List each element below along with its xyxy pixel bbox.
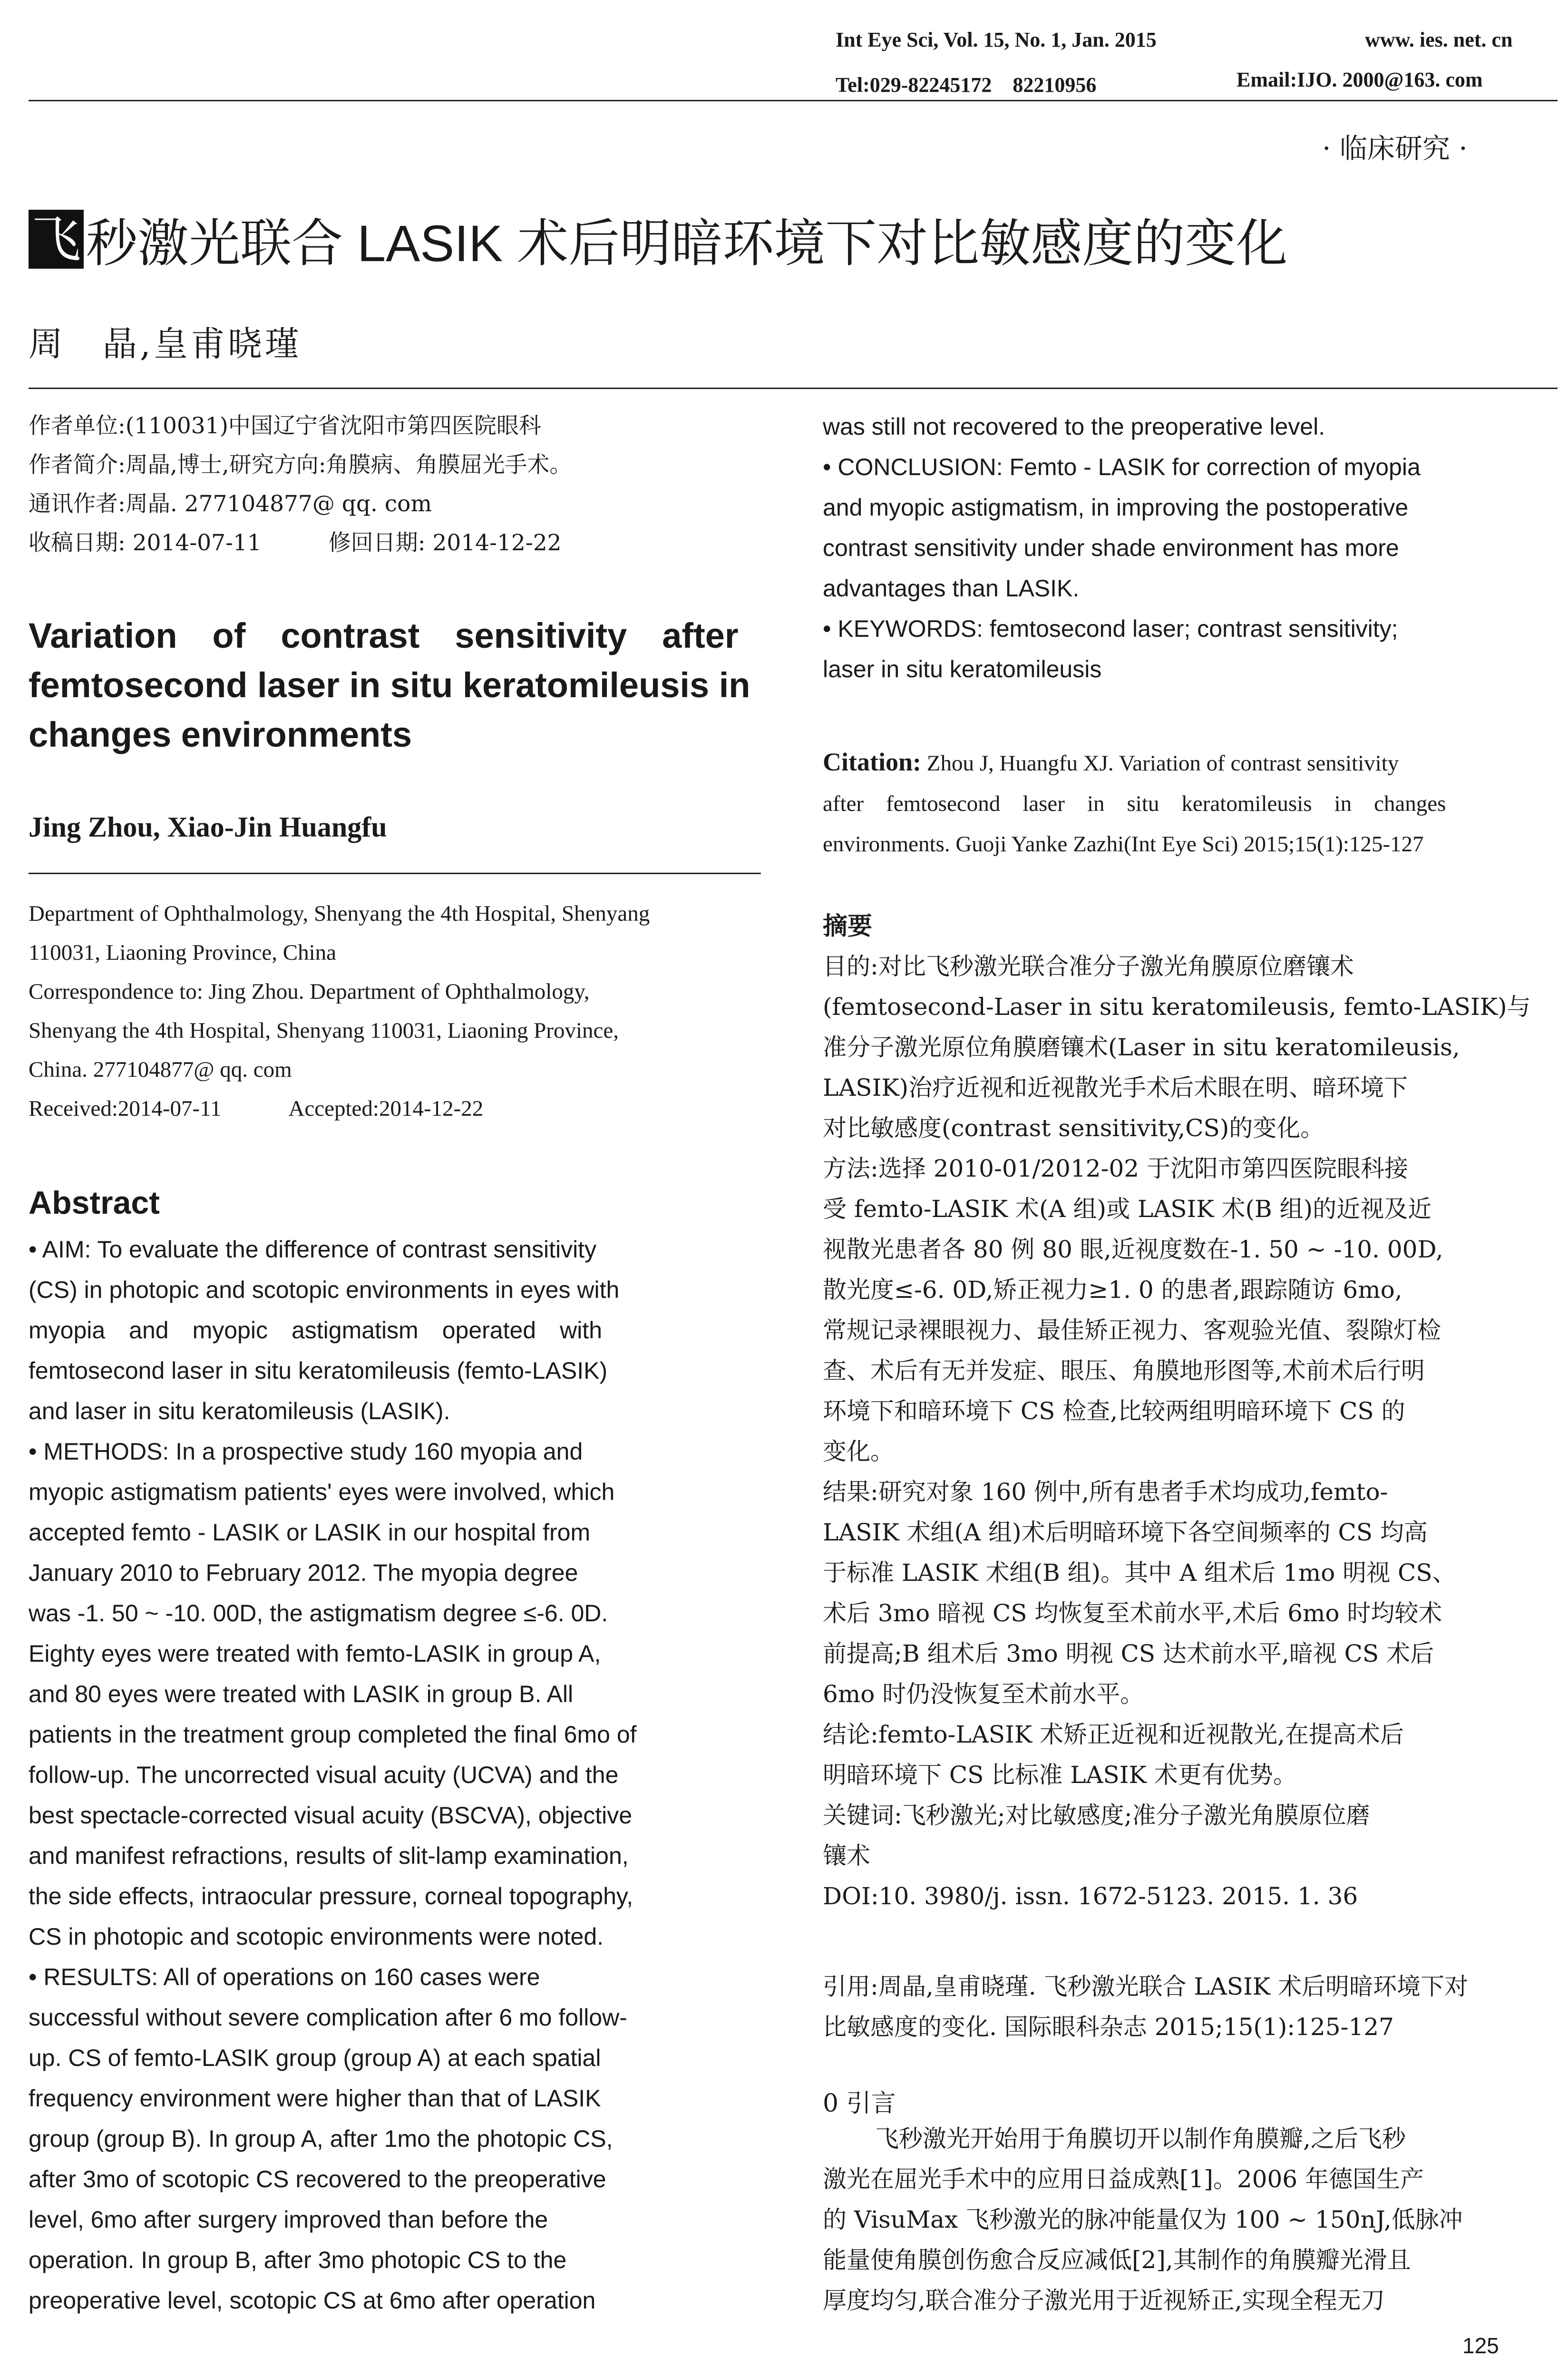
- abstract-line: was still not recovered to the preoperative level.: [823, 413, 1325, 440]
- abstract-line: myopic astigmatism patients' eyes were involved, which: [29, 1479, 615, 1505]
- abstract-line: preoperative level, scotopic CS at 6mo after operation: [29, 2287, 596, 2314]
- correspondence-line: Shenyang the 4th Hospital, Shenyang 110031, Liaoning Province,: [29, 1018, 619, 1043]
- journal-issue: Int Eye Sci, Vol. 15, No. 1, Jan. 2015: [836, 28, 1157, 51]
- abstract-line: Eighty eyes were treated with femto-LASIK in group A,: [29, 1640, 601, 1667]
- affiliation-rule: [29, 873, 761, 874]
- authors-en: Jing Zhou, Xiao-Jin Huangfu: [29, 811, 387, 843]
- abstract-line: level, 6mo after surgery improved than before the: [29, 2206, 548, 2233]
- abstract-line: • RESULTS: All of operations on 160 cases were: [29, 1964, 540, 1990]
- abstract-line: operation. In group B, after 3mo photopic CS to the: [29, 2247, 567, 2273]
- zh-abstract-line: 查、术后有无并发症、眼压、角膜地形图等,术前术后行明: [823, 1357, 1425, 1384]
- affiliation-en: [29, 894, 770, 1128]
- meta-dates: 收稿日期: 2014-07-11 修回日期: 2014-12-22: [29, 530, 562, 556]
- zh-abstract-line: 方法:选择 2010-01/2012-02 于沈阳市第四医院眼科接: [823, 1155, 1409, 1182]
- abstract-heading: Abstract: [29, 1185, 160, 1221]
- abstract-line: patients in the treatment group completed the final 6mo of: [29, 1721, 637, 1748]
- article-title: [29, 202, 1287, 276]
- abstract-line: group (group B). In group A, after 1mo the photopic CS,: [29, 2125, 613, 2152]
- zh-abstract-line: 准分子激光原位角膜磨镶术(Laser in situ keratomileusis,: [823, 1033, 1460, 1061]
- abstract-line: and manifest refractions, results of slit-lamp examination,: [29, 1842, 629, 1869]
- intro-line: 飞秒激光开始用于角膜切开以制作角膜瓣,之后飞秒: [875, 2125, 1406, 2153]
- abstract-line: and myopic astigmatism, in improving the postoperative: [823, 494, 1409, 521]
- abstract-line: advantages than LASIK.: [823, 575, 1080, 602]
- header-rule: [29, 100, 1558, 101]
- authors-zh: 周 晶,皇甫晓瑾: [29, 324, 302, 364]
- meta-correspondence: 通讯作者:周晶. 277104877@ qq. com: [29, 491, 432, 517]
- zh-abstract-line: 结论:femto-LASIK 术矫正近视和近视散光,在提高术后: [823, 1721, 1404, 1748]
- meta-bio: 作者简介:周晶,博士,研究方向:角膜病、角膜屈光手术。: [29, 452, 572, 478]
- journal-website: www. ies. net. cn: [1365, 28, 1513, 51]
- abstract-line: was -1. 50 ~ -10. 00D, the astigmatism degree ≤-6. 0D.: [29, 1600, 608, 1627]
- abstract-line: (CS) in photopic and scotopic environments in eyes with: [29, 1276, 620, 1303]
- correspondence-line: Correspondence to: Jing Zhou. Department of Ophthalmology,: [29, 979, 590, 1004]
- abstract-line: contrast sensitivity under shade environment has more: [823, 535, 1399, 561]
- citation-text: Zhou J, Huangfu XJ. Variation of contrast sensitivity: [926, 751, 1399, 776]
- abstract-line: follow-up. The uncorrected visual acuity (UCVA) and the: [29, 1762, 619, 1788]
- intro-line: 的 VisuMax 飞秒激光的脉冲能量仅为 100 ~ 150nJ,低脉冲: [823, 2206, 1463, 2233]
- intro-line: 能量使角膜创伤愈合反应减低[2],其制作的角膜瓣光滑且: [823, 2246, 1411, 2274]
- zh-abstract-line: 6mo 时仍没恢复至术前水平。: [823, 1680, 1144, 1708]
- zh-abstract-line: 结果:研究对象 160 例中,所有患者手术均成功,femto-: [823, 1478, 1388, 1506]
- english-title-line: femtosecond laser in situ keratomileusis in: [29, 665, 750, 705]
- intro-line: 激光在屈光手术中的应用日益成熟[1]。2006 年德国生产: [823, 2165, 1424, 2193]
- page-number: 125: [1462, 2333, 1499, 2358]
- abstract-line: • METHODS: In a prospective study 160 myopia and: [29, 1438, 583, 1465]
- zh-citation: [823, 1967, 1558, 2047]
- title-lead-glyph: 飞: [29, 210, 84, 269]
- abstract-line: • AIM: To evaluate the difference of contrast sensitivity: [29, 1236, 597, 1263]
- zh-abstract-line: 关键词:飞秒激光;对比敏感度;准分子激光角膜原位磨: [823, 1802, 1370, 1829]
- abstract-line: up. CS of femto-LASIK group (group A) at each spatial: [29, 2045, 601, 2071]
- zh-abstract-line: 环境下和暗环境下 CS 检查,比较两组明暗环境下 CS 的: [823, 1397, 1405, 1425]
- english-title: [29, 611, 770, 760]
- zh-abstract-line: 术后 3mo 暗视 CS 均恢复至术前水平,术后 6mo 时均较术: [823, 1599, 1442, 1627]
- abstract-line: and 80 eyes were treated with LASIK in group B. All: [29, 1681, 574, 1707]
- abstract-line: and laser in situ keratomileusis (LASIK).: [29, 1398, 450, 1424]
- zh-abstract-line: LASIK)治疗近视和近视散光手术后术眼在明、暗环境下: [823, 1074, 1408, 1101]
- introduction: [823, 2119, 1558, 2321]
- zh-abstract-line: 目的:对比飞秒激光联合准分子激光角膜原位磨镶术: [823, 953, 1354, 980]
- abstract-line: • KEYWORDS: femtosecond laser; contrast sensitivity;: [823, 615, 1398, 642]
- abstract-line: the side effects, intraocular pressure, corneal topography,: [29, 1883, 633, 1909]
- abstract-left-column: [29, 1229, 766, 2321]
- abstract-line: laser in situ keratomileusis: [823, 656, 1102, 682]
- affiliation-line: Department of Ophthalmology, Shenyang the 4th Hospital, Shenyang: [29, 901, 650, 926]
- journal-tel: Tel:029-82245172 82210956: [836, 73, 1097, 97]
- intro-line: 厚度均匀,联合准分子激光用于近视矫正,实现全程无刀: [823, 2287, 1385, 2314]
- received-accepted: Received:2014-07-11 Accepted:2014-12-22: [29, 1096, 484, 1121]
- zh-abstract-line: 视散光患者各 80 例 80 眼,近视度数在-1. 50 ~ -10. 00D,: [823, 1236, 1443, 1263]
- english-title-line: Variation of contrast sensitivity after: [29, 616, 739, 655]
- authors-rule: [29, 388, 1558, 389]
- zh-abstract-line: LASIK 术组(A 组)术后明暗环境下各空间频率的 CS 均高: [823, 1519, 1428, 1546]
- zh-citation-line: 引用:周晶,皇甫晓瑾. 飞秒激光联合 LASIK 术后明暗环境下对: [823, 1973, 1468, 2000]
- meta-zh-block: [29, 407, 761, 563]
- abstract-line: best spectacle-corrected visual acuity (BSCVA), objective: [29, 1802, 633, 1829]
- zh-abstract-line: 受 femto-LASIK 术(A 组)或 LASIK 术(B 组)的近视及近: [823, 1195, 1432, 1223]
- intro-heading: 0 引言: [823, 2089, 896, 2118]
- english-title-line: changes environments: [29, 715, 412, 754]
- zh-abstract-line: 前提高;B 组术后 3mo 明视 CS 达术前水平,暗视 CS 术后: [823, 1640, 1434, 1667]
- citation-label: Citation:: [823, 748, 921, 776]
- zh-abstract-line: 常规记录裸眼视力、最佳矫正视力、客观验光值、裂隙灯检: [823, 1316, 1441, 1344]
- abstract-right-column: [823, 407, 1558, 690]
- zh-citation-line: 比敏感度的变化. 国际眼科杂志 2015;15(1):125-127: [823, 2013, 1394, 2041]
- abstract-line: frequency environment were higher than that of LASIK: [29, 2085, 601, 2112]
- abstract-line: CS in photopic and scotopic environments were noted.: [29, 1923, 604, 1950]
- zh-abstract-line: 镶术: [823, 1842, 870, 1870]
- correspondence-line: China. 277104877@ qq. com: [29, 1057, 292, 1082]
- zh-abstract-line: DOI:10. 3980/j. issn. 1672-5123. 2015. 1. 36: [823, 1882, 1358, 1910]
- zh-abstract-line: 散光度≤-6. 0D,矫正视力≥1. 0 的患者,跟踪随访 6mo,: [823, 1276, 1402, 1304]
- abstract-line: femtosecond laser in situ keratomileusis (femto-LASIK): [29, 1357, 608, 1384]
- zh-abstract-heading: 摘要: [823, 912, 873, 941]
- zh-abstract-line: 对比敏感度(contrast sensitivity,CS)的变化。: [823, 1114, 1325, 1142]
- zh-abstract-line: (femtosecond-Laser in situ keratomileusis, femto-LASIK)与: [823, 993, 1531, 1021]
- citation-text: environments. Guoji Yanke Zazhi(Int Eye Sci) 2015;15(1):125-127: [823, 832, 1424, 857]
- abstract-line: myopia and myopic astigmatism operated with: [29, 1317, 603, 1344]
- abstract-line: successful without severe complication after 6 mo follow-: [29, 2004, 627, 2031]
- affiliation-line: 110031, Liaoning Province, China: [29, 940, 337, 965]
- journal-email: Email:IJO. 2000@163. com: [1237, 68, 1483, 91]
- section-tag: · 临床研究 ·: [1322, 132, 1468, 165]
- abstract-line: • CONCLUSION: Femto - LASIK for correction of myopia: [823, 454, 1421, 480]
- zh-abstract-line: 于标准 LASIK 术组(B 组)。其中 A 组术后 1mo 明视 CS、: [823, 1559, 1456, 1587]
- zh-abstract-line: 变化。: [823, 1438, 894, 1465]
- zh-abstract: [823, 946, 1558, 1917]
- abstract-line: after 3mo of scotopic CS recovered to the preoperative: [29, 2166, 606, 2192]
- citation-en: [823, 742, 1558, 865]
- citation-text: after femtosecond laser in situ keratomileusis in changes: [823, 791, 1446, 816]
- zh-abstract-line: 明暗环境下 CS 比标准 LASIK 术更有优势。: [823, 1761, 1297, 1789]
- abstract-line: accepted femto - LASIK or LASIK in our hospital from: [29, 1519, 591, 1546]
- meta-affiliation: 作者单位:(110031)中国辽宁省沈阳市第四医院眼科: [29, 413, 541, 439]
- title-text: 秒激光联合 LASIK 术后明暗环境下对比敏感度的变化: [86, 214, 1288, 272]
- abstract-line: January 2010 to February 2012. The myopia degree: [29, 1559, 578, 1586]
